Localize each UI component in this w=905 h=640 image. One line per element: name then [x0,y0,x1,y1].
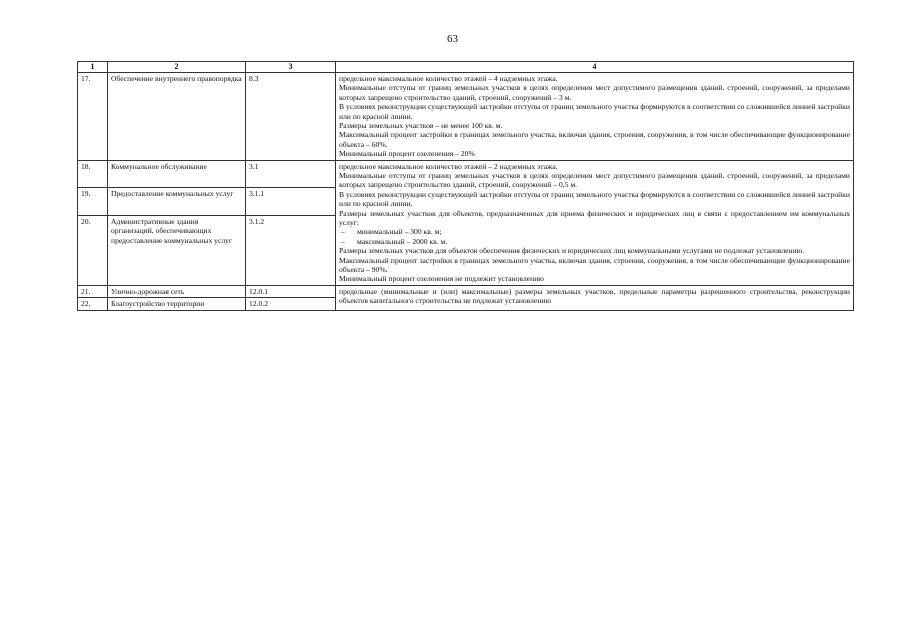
table-row [78,160,854,188]
table-row [78,72,854,160]
regulation-text: В условиях реконструкции существующей застройки отступы от границ земельного участка формируются в соответствии со сложившейся линией застройки или по красной линии. [339,102,850,121]
land-use-name: Благоустройство территории [108,298,246,310]
land-use-code: 3.1 [246,160,336,188]
list-item [339,227,850,236]
regulation-text: Размеры земельных участков для объектов обеспечения физических и юридических лиц коммунальными услугами не подлежат установлению. [339,246,805,256]
land-use-code: 12.0.2 [246,298,336,310]
regulation-text: В условиях реконструкции существующей застройки отступы от границ земельного участка формируются в соответствии со сложившейся линией застройки или по красной линии. [339,189,850,209]
column-header: 1 [78,62,108,73]
regulation-text: предельные (минимальные и (или) максимальные) размеры земельных участков, предельные параметры разрешенного строительства, реконструкции объектов капитального строительства не подлежат установлению [339,286,850,306]
land-use-code: 8.3 [246,72,336,160]
regulation-text: предельное максимальное количество этажей – 2 надземных этажа. [339,161,558,171]
regulation-cell [336,72,854,160]
bullet-dash: – [341,227,345,237]
table-row [78,285,854,297]
land-use-code: 3.1.2 [246,216,336,286]
regulation-cell [336,160,854,285]
land-use-name: Административные здания организаций, обеспечивающих предоставление коммунальных услуг [108,216,246,286]
regulation-text: предельное максимальное количество этажей – 4 надземных этажа. [339,73,558,83]
row-number: 17. [78,72,108,160]
regulation-text: Минимальные отступы от границ земельных участков в целях определения мест допустимого размещения зданий, строений, сооружений, за пределами которых запрещено строительство зданий, строений, сооружений – 3 м. [339,83,850,102]
list-item-text: максимальный – 2000 кв. м. [357,236,448,246]
land-use-code: 3.1.1 [246,188,336,216]
regulation-cell [336,285,854,310]
row-number: 22. [78,298,108,310]
regulation-text: Минимальный процент озеленения – 20% [339,149,475,159]
regulation-text: Размеры земельных участков – не менее 100 кв. м. [339,120,503,130]
regulation-text: Размеры земельных участков для объектов, предназначенных для приема физических и юридических лиц в связи с предоставлением им коммунальных услуг: [339,208,850,227]
bullet-dash: – [341,236,345,246]
land-use-name: Обеспечение внутреннего правопорядка [108,72,246,160]
page-number: 63 [447,33,458,45]
regulation-text: Минимальные отступы от границ земельных участков в целях определения мест допустимого размещения зданий, строений, сооружений, за пределами которых запрещено строительство зданий, строений, сооружений – 0,5 м. [339,170,850,190]
regulation-text: Максимальный процент застройки в границах земельного участка, включая здания, строения, сооружения, в том числе обеспечивающие функционирование объекта – 60%. [339,130,850,149]
table-header-row [78,62,854,73]
regulation-text: Максимальный процент застройки в границах земельного участка, включая здания, строения, сооружения, в том числе обеспечивающие функционирование объекта – 90%. [339,255,850,275]
list-item [339,237,850,246]
column-header: 4 [336,62,854,73]
zoning-regulations-table [77,61,854,311]
land-use-name: Коммунальное обслуживание [108,160,246,188]
row-number: 20. [78,216,108,286]
row-number: 21. [78,285,108,297]
row-number: 19. [78,188,108,216]
land-use-code: 12.0.1 [246,285,336,297]
row-number: 18. [78,160,108,188]
land-use-name: Улично-дорожная сеть [108,285,246,297]
column-header: 3 [246,62,336,73]
list-item-text: минимальный – 300 кв. м; [357,227,442,237]
column-header: 2 [108,62,246,73]
land-use-name: Предоставление коммунальных услуг [108,188,246,216]
regulation-text: Минимальный процент озеленения не подлежит установлению [339,274,544,284]
